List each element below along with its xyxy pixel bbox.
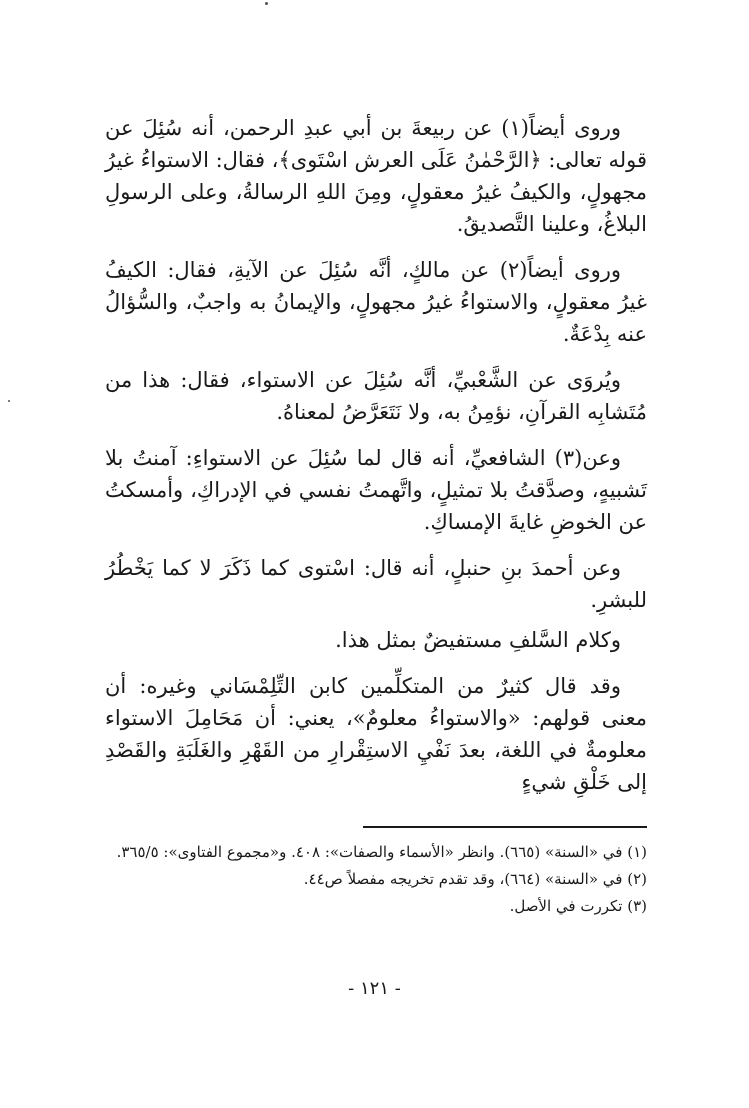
footnote-divider	[363, 826, 647, 828]
footnotes	[105, 840, 647, 921]
paragraph-malik: وروى أيضاً(٢) عن مالكٍ، أنَّه سُئِلَ عن الآيةِ، فقال: الكيفُ غيرُ معقولٍ، والاستواءُ غيرُ مجهولٍ، والإيمانُ به واجبٌ، والسُّؤالُ عنه بِدْعَةٌ.	[105, 258, 647, 346]
scan-speck	[265, 2, 268, 5]
paragraph-shafii: وعن(٣) الشافعيِّ، أنه قال لما سُئِلَ عن الاستواءِ: آمنتُ بلا تَشبيهٍ، وصدَّقتُ بلا تمثيلٍ، واتَّهمتُ نفسي في الإدراكِ، وأمسكتُ عن الخوضِ غايةَ الإمساكِ.	[105, 446, 647, 534]
paragraph-mutakallimin: وقد قال كثيرٌ من المتكلِّمين كابن التِّلِمْسَاني وغيره: أن معنى قولهم: «والاستواءُ معلومٌ»، يعني: أن مَحَامِلَ الاستواء معلومةٌ في اللغة، بعدَ نَفْيِ الاستِقْرارِ من القَهْرِ والغَلَبَةِ والقَصْدِ إلى خَلْقِ شيءٍ	[105, 674, 647, 794]
main-text	[105, 112, 647, 812]
footnote-2: (٢) في «السنة» (٦٦٤)، وقد تقدم تخريجه مفصلاً ص٤٤.	[303, 870, 647, 888]
paragraph-ahmad: وعن أحمدَ بنِ حنبلٍ، أنه قال: اسْتوى كما ذَكَرَ لا كما يَخْطُرُ للبشرِ.	[105, 556, 647, 612]
footnote-3: (٣) تكررت في الأصل.	[509, 897, 647, 915]
paragraph-rabiah: وروى أيضاً(١) عن ربيعةَ بن أبي عبدِ الرحمن، أنه سُئِلَ عن قوله تعالى: ﴿الرَّحْمٰنُ عَلَى العرش اسْتَوى﴾، فقال: الاستواءُ غيرُ مجهولٍ، والكيفُ غيرُ معقولٍ، ومِنَ اللهِ الرسالةُ، وعلى الرسولِ البلاغُ، وعلينا التَّصديقُ.	[105, 116, 647, 236]
paragraph-shabi: ويُروَى عن الشَّعْبيِّ، أنَّه سُئِلَ عن الاستواء، فقال: هذا من مُتَشابِه القرآنِ، نؤمِنُ به، ولا نَتَعَرَّضُ لمعناهُ.	[105, 368, 647, 424]
paragraph-salaf: وكلام السَّلفِ مستفيضٌ بمثل هذا.	[335, 628, 621, 652]
scan-speck	[8, 400, 10, 402]
page-number: - ١٢١ -	[348, 978, 401, 999]
footnote-1: (١) في «السنة» (٦٦٥). وانظر «الأسماء والصفات»: ٤٠٨. و«مجموع الفتاوى»: ٣٦٥/٥.	[116, 843, 647, 861]
